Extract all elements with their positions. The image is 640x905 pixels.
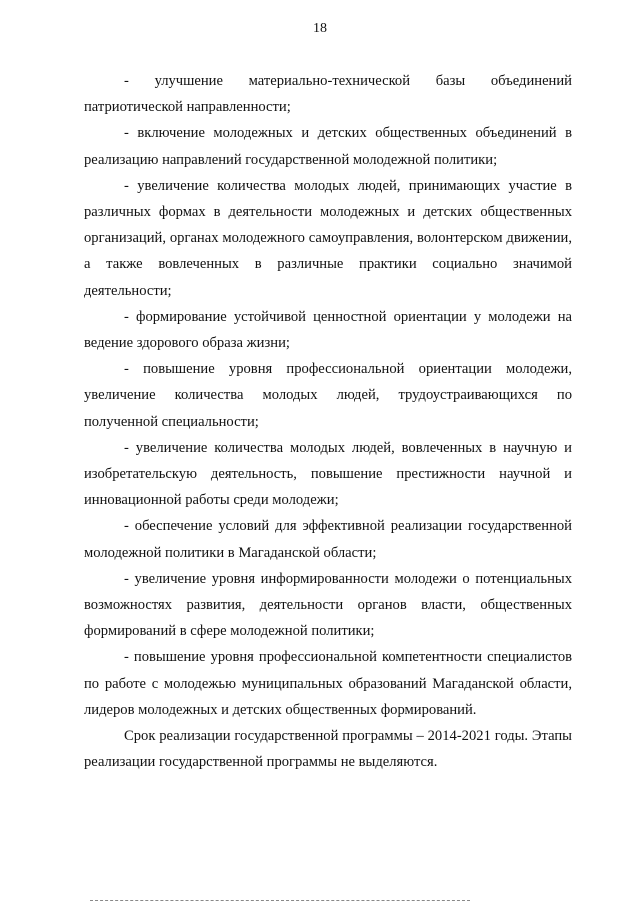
list-dash: -: [124, 518, 129, 535]
list-item: [84, 356, 572, 435]
list-dash: -: [124, 361, 129, 378]
list-dash: -: [124, 649, 129, 666]
list-item-text: формирование устойчивой ценностной ориентации у молодежи на ведение здорового образа жизни;: [84, 308, 572, 352]
list-dash: -: [124, 177, 129, 194]
list-item-text: улучшение материально-технической базы объединений патриотической направленности;: [84, 73, 572, 116]
list-item: [84, 513, 572, 565]
list-dash: -: [124, 73, 129, 89]
list-item-text: увеличение количества молодых людей, вовлеченных в научную и изобретательскую деятельность, повышение престижности научной и инновационной работы среди молодежи;: [84, 439, 572, 509]
list-item: [84, 173, 572, 304]
list-dash: -: [124, 570, 129, 587]
list-item: [84, 304, 572, 356]
list-dash: -: [124, 439, 129, 456]
list-item-text: увеличение количества молодых людей, принимающих участие в различных формах в деятельности молодежных и детских общественных организаций, органах молодежного самоуправления, волонтерском движении, а также вовлеченных в различные практики социально значимой деятельности;: [84, 177, 572, 299]
list-dash: -: [124, 308, 129, 325]
list-item-text: обеспечение условий для эффективной реализации государственной молодежной политики в Магаданской области;: [84, 518, 572, 561]
closing-paragraph: Срок реализации государственной программы – 2014-2021 годы. Этапы реализации государственной программы не выделяются.: [84, 728, 572, 771]
list-item-text: повышение уровня профессиональной ориентации молодежи, увеличение количества молодых людей, трудоустраивающихся по полученной специальности;: [84, 361, 572, 430]
list-item-text: повышение уровня профессиональной компетентности специалистов по работе с молодежью муниципальных образований Магаданской области, лидеров молодежных и детских общественных формирований.: [84, 649, 573, 718]
footer-divider: [90, 900, 470, 901]
list-item-text: увеличение уровня информированности молодежи о потенциальных возможностях развития, деятельности органов власти, общественных формирований в сфере молодежной политики;: [84, 570, 572, 640]
list-item-text: включение молодежных и детских общественных объединений в реализацию направлений государственной молодежной политики;: [84, 125, 572, 168]
list-item: [84, 68, 572, 120]
list-item: [84, 120, 572, 172]
page-number: 18: [313, 21, 327, 36]
list-item: [84, 644, 572, 723]
list-item: [84, 435, 572, 514]
list-item: [84, 566, 572, 645]
document-body: [84, 68, 572, 775]
list-dash: -: [124, 125, 129, 142]
